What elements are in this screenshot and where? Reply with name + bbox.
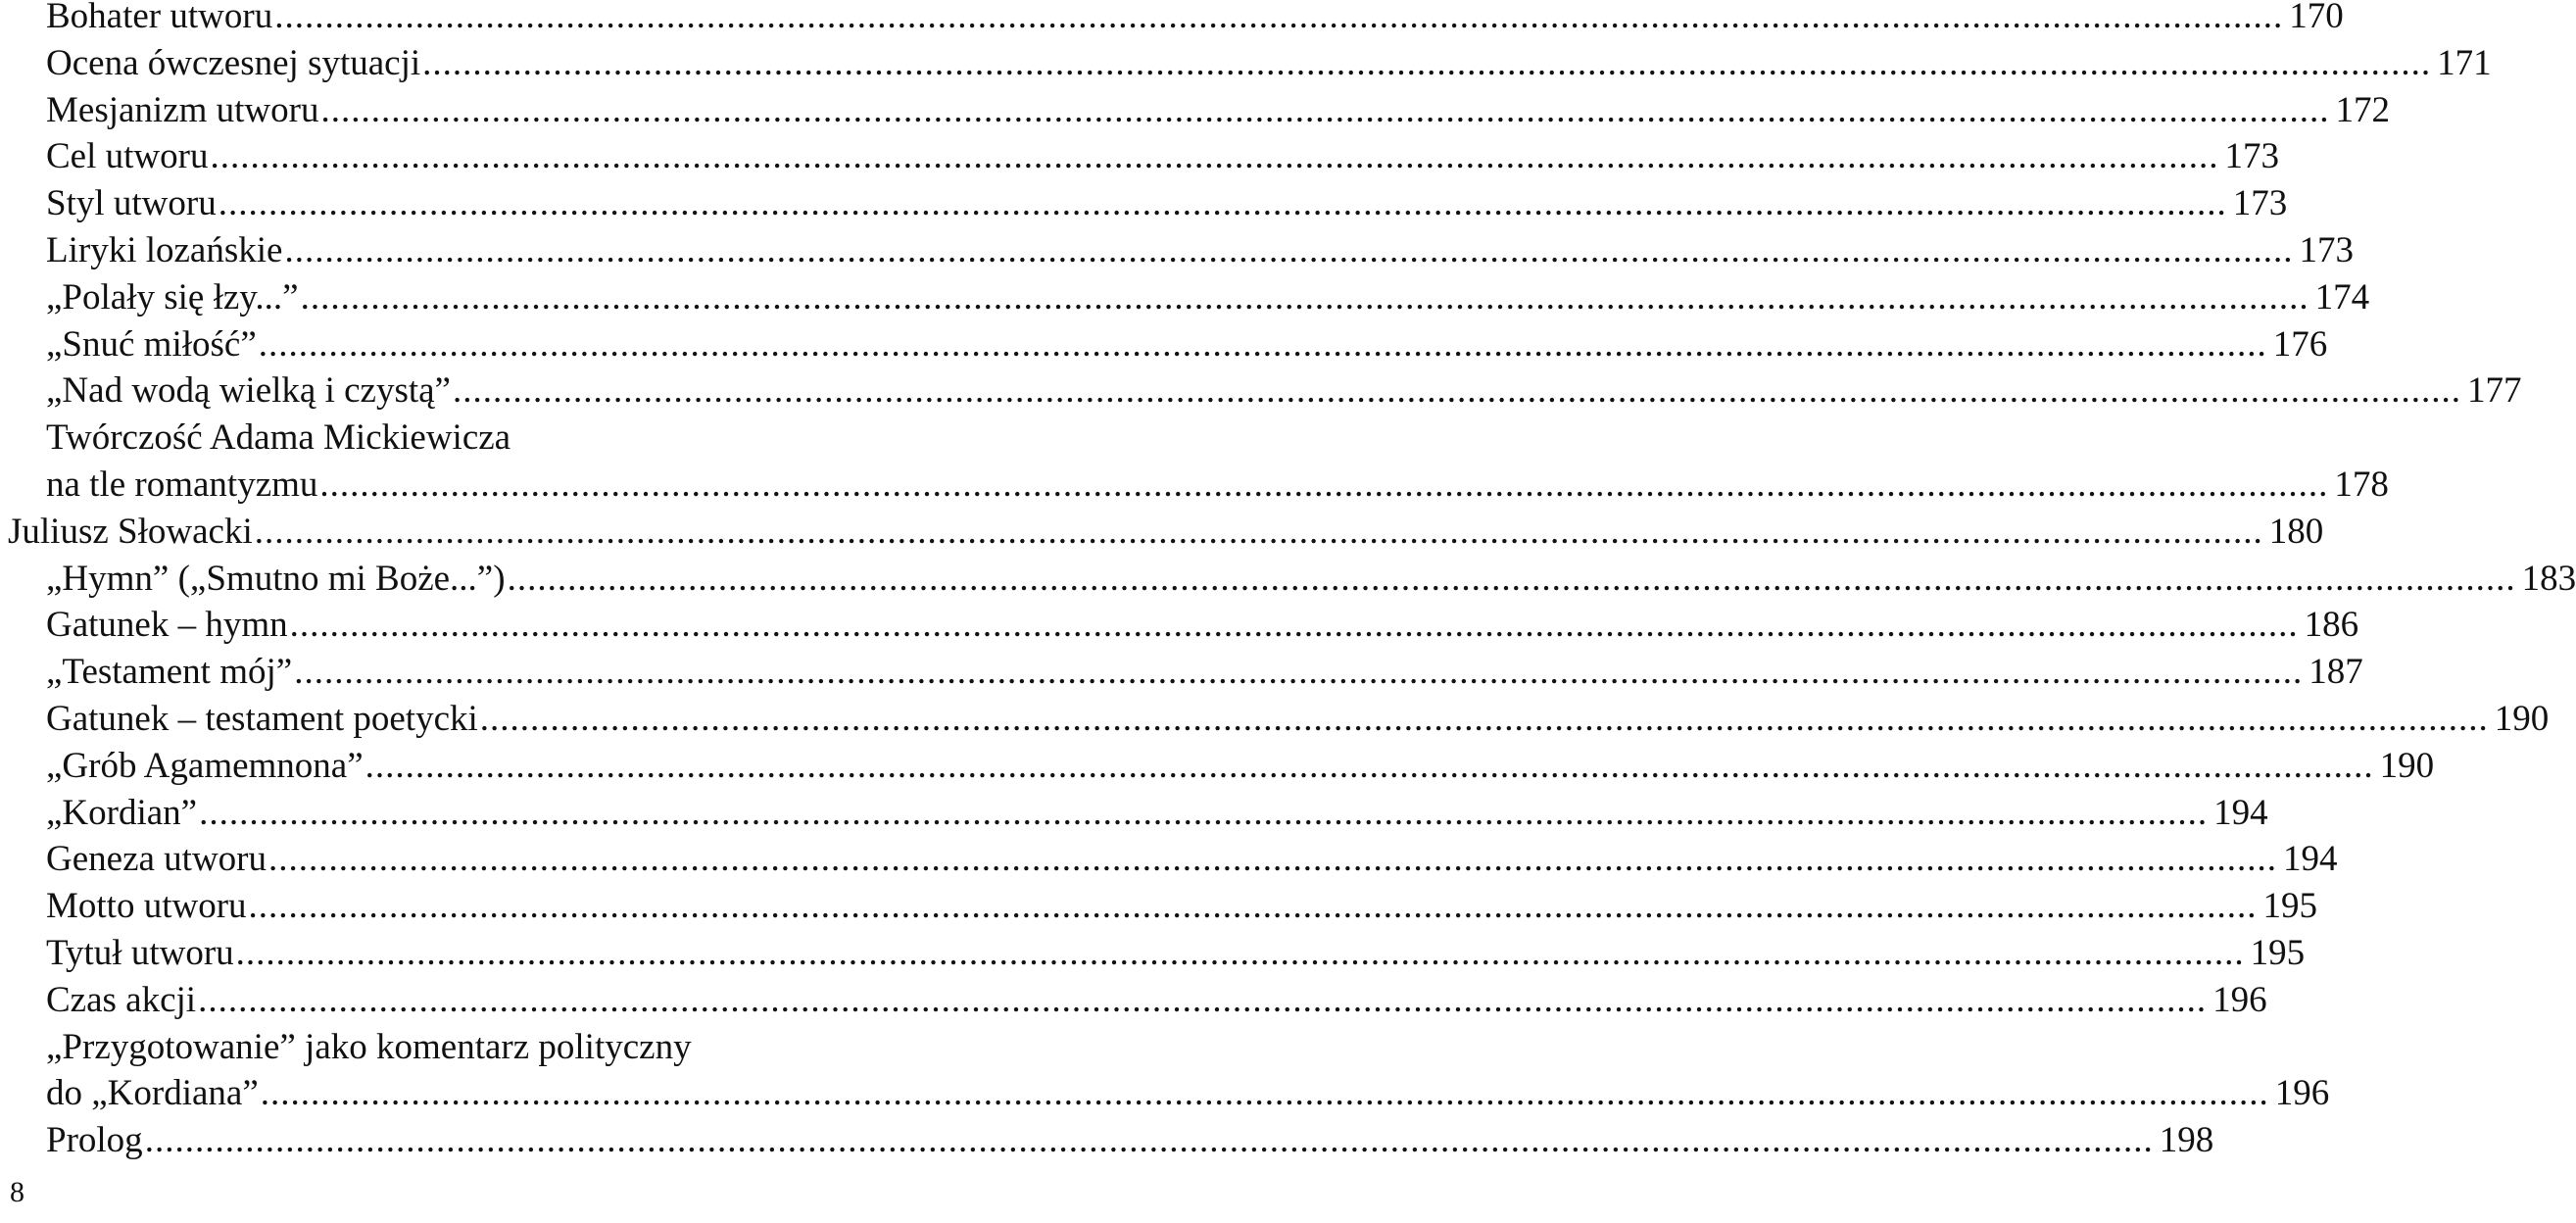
toc-entry — [46, 0, 2344, 39]
toc-entry-page: 195 — [2250, 933, 2306, 973]
toc-entry-title: na tle romantyzmu — [46, 465, 318, 505]
toc-entry-page: 177 — [2466, 370, 2522, 412]
toc-leader-dots: ........................................................................................................................................................................................................ — [289, 605, 2299, 646]
toc-leader-dots: ........................................................................................................................................................................................................ — [319, 465, 2329, 505]
toc-entry-page: 194 — [2213, 792, 2268, 833]
toc-entry — [46, 88, 2390, 133]
toc-leader-dots: ........................................................................................................................................................................................................ — [507, 558, 2516, 599]
toc-leader-dots: ........................................................................................................................................................................................................ — [422, 42, 2432, 83]
toc-entry — [46, 603, 2359, 648]
toc-leader-dots: ........................................................................................................................................................................................................ — [218, 183, 2227, 224]
toc-entry — [46, 744, 2435, 789]
toc-entry — [46, 228, 2354, 273]
toc-entry-title: Geneza utworu — [46, 839, 267, 880]
toc-entry-title: Juliusz Słowacki — [8, 511, 253, 552]
toc-leader-dots: ........................................................................................................................................................................................................ — [260, 1073, 2269, 1114]
toc-entry-page: 195 — [2262, 886, 2318, 927]
toc-entry — [46, 1118, 2214, 1163]
toc-entry — [8, 510, 2324, 555]
toc-entry-page: 173 — [2299, 230, 2354, 270]
toc-entry-title: Liryki lozańskie — [46, 230, 283, 270]
toc-entry-title: Twórczość Adama Mickiewicza — [46, 417, 511, 459]
toc-entry-title: Styl utworu — [46, 183, 217, 224]
toc-entry-title: Cel utworu — [46, 136, 209, 177]
toc-leader-dots: ........................................................................................................................................................................................................ — [267, 839, 2277, 880]
toc-entry — [46, 557, 2576, 602]
toc-entry-title: Bohater utworu — [46, 0, 273, 36]
toc-entry — [46, 978, 2267, 1023]
toc-entry-page: 178 — [2334, 465, 2389, 505]
toc-entry — [46, 416, 931, 461]
toc-entry-page: 187 — [2309, 652, 2363, 693]
toc-entry — [46, 931, 2306, 976]
toc-entry-title: Prolog — [46, 1120, 143, 1161]
toc-leader-dots: ........................................................................................................................................................................................................ — [199, 792, 2209, 833]
toc-entry — [46, 134, 2279, 179]
toc-entry-title: „Kordian” — [46, 792, 198, 833]
toc-leader-dots: ........................................................................................................................................................................................................ — [248, 886, 2258, 927]
toc-entry — [46, 791, 2268, 836]
toc-entry-page: 183 — [2521, 558, 2576, 599]
toc-entry-page: 194 — [2282, 839, 2338, 880]
toc-entry-page: 173 — [2232, 183, 2288, 224]
toc-entry — [46, 41, 2492, 86]
toc-entry-title: Czas akcji — [46, 979, 197, 1020]
toc-entry-page: 174 — [2314, 276, 2370, 318]
toc-leader-dots: ........................................................................................................................................................................................................ — [198, 979, 2208, 1020]
toc-entry-page: 172 — [2335, 89, 2390, 130]
toc-entry-title: Ocena ówczesnej sytuacji — [46, 42, 421, 83]
toc-entry-page: 173 — [2224, 136, 2279, 177]
toc-entry-title: „Snuć miłość” — [46, 323, 257, 365]
toc-entry-title: „Nad wodą wielką i czystą” — [46, 370, 451, 412]
toc-entry — [46, 368, 2522, 414]
toc-leader-dots: ........................................................................................................................................................................................................ — [284, 230, 2294, 270]
toc-entry-page: 171 — [2437, 42, 2492, 83]
toc-entry — [46, 181, 2288, 226]
toc-entry-title: Gatunek – testament poetycki — [46, 699, 478, 739]
toc-entry — [46, 1025, 931, 1070]
toc-leader-dots: ........................................................................................................................................................................................................ — [294, 652, 2304, 693]
toc-entry — [46, 837, 2338, 882]
toc-leader-dots: ........................................................................................................................................................................................................ — [479, 699, 2489, 739]
page-number: 8 — [10, 1176, 24, 1208]
toc-entry-title: „Grób Agamemnona” — [46, 745, 364, 786]
toc-leader-dots: ........................................................................................................................................................................................................ — [300, 276, 2309, 318]
toc-leader-dots: ........................................................................................................................................................................................................ — [144, 1120, 2154, 1161]
toc-entry-title: Mesjanizm utworu — [46, 89, 319, 130]
toc-leader-dots: ........................................................................................................................................................................................................ — [452, 370, 2461, 412]
toc-entry — [46, 275, 2370, 320]
toc-leader-dots: ........................................................................................................................................................................................................ — [320, 89, 2330, 130]
toc-entry-title: „Polały się łzy...” — [46, 276, 299, 318]
toc-entry-page: 180 — [2268, 511, 2324, 552]
toc-entry — [46, 650, 2363, 695]
toc-entry — [46, 697, 2550, 742]
toc-entry-page: 190 — [2494, 699, 2550, 739]
toc-entry — [46, 1071, 2330, 1116]
toc-entry-page: 176 — [2272, 323, 2328, 365]
toc-entry — [46, 463, 2389, 508]
toc-entry-title: Gatunek – hymn — [46, 605, 288, 646]
toc-leader-dots: ........................................................................................................................................................................................................ — [254, 511, 2263, 552]
toc-entry-page: 198 — [2159, 1120, 2214, 1161]
toc-entry-page: 196 — [2212, 979, 2267, 1020]
toc-entry — [46, 322, 2328, 367]
toc-leader-dots: ........................................................................................................................................................................................................ — [365, 745, 2374, 786]
toc-entry — [46, 884, 2318, 929]
toc-entry-title: Motto utworu — [46, 886, 247, 927]
toc-entry-title: „Testament mój” — [46, 652, 293, 693]
toc-entry-page: 186 — [2304, 605, 2359, 646]
toc-entry-page: 170 — [2289, 0, 2344, 36]
toc-leader-dots: ........................................................................................................................................................................................................ — [258, 323, 2267, 365]
toc-leader-dots: ........................................................................................................................................................................................................ — [274, 0, 2284, 36]
toc-entry-page: 196 — [2274, 1073, 2330, 1114]
toc-leader-dots: ........................................................................................................................................................................................................ — [210, 136, 2219, 177]
toc-entry-page: 190 — [2379, 745, 2435, 786]
toc-entry-title: Tytuł utworu — [46, 933, 234, 973]
toc-entry-title: „Przygotowanie” jako komentarz polityczny — [46, 1026, 692, 1067]
toc-leader-dots: ........................................................................................................................................................................................................ — [235, 933, 2245, 973]
toc-entry-title: do „Kordiana” — [46, 1073, 259, 1114]
toc-entry-title: „Hymn” („Smutno mi Boże...”) — [46, 558, 506, 599]
